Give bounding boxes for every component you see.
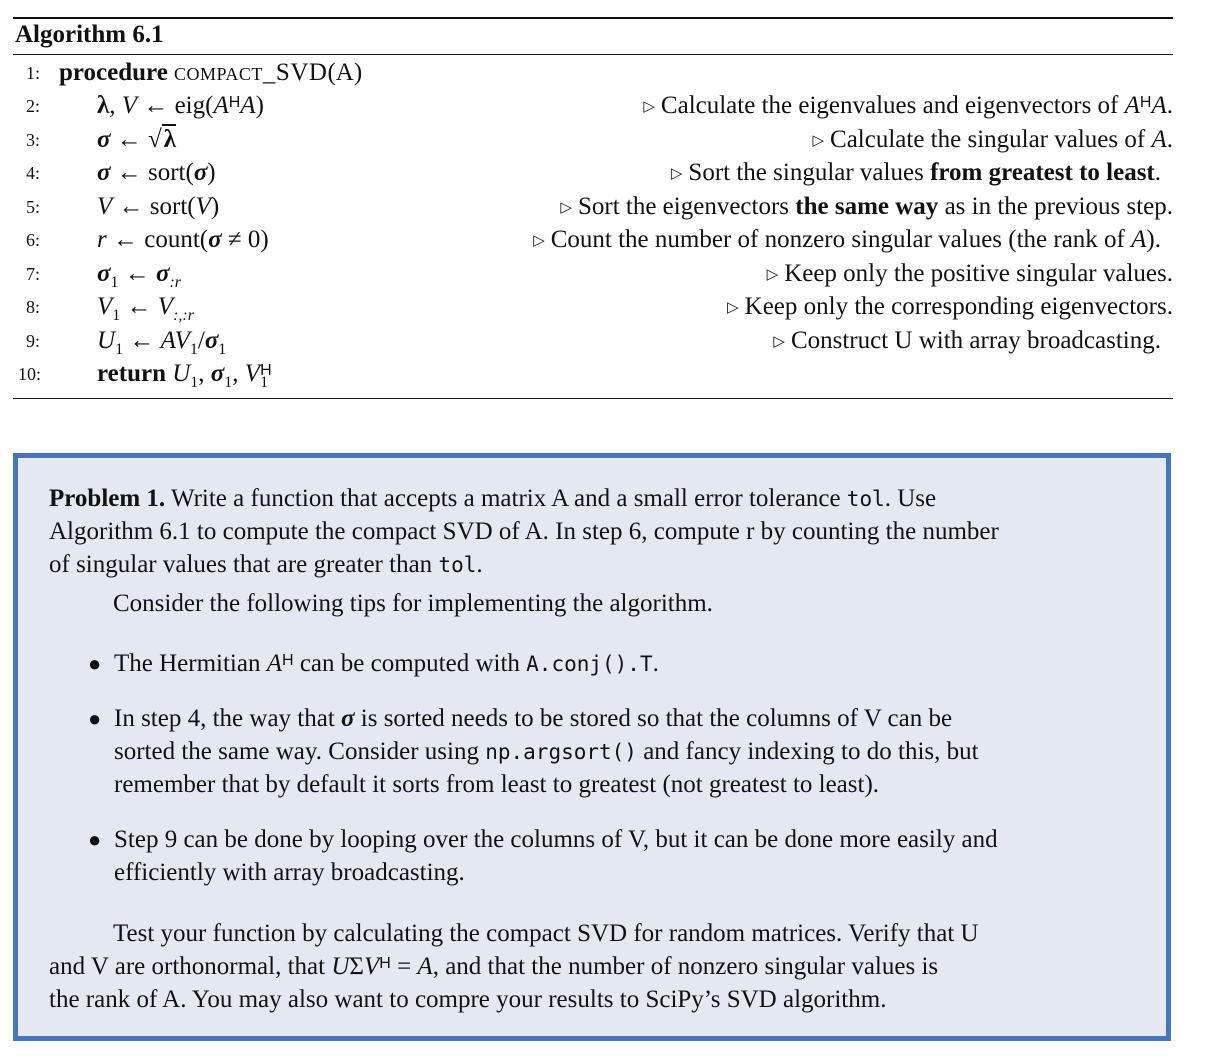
comment: ▷ Calculate the eigenvalues and eigenvectors of $A^HA$. <box>643 92 1173 119</box>
algo-line-4 <box>13 157 1173 189</box>
bullet-3-line-2: efficiently with array broadcasting. <box>114 859 465 886</box>
problem-intro-line-3: of singular values that are greater than tol. <box>49 551 483 578</box>
comment-triangle-icon: ▷ <box>560 198 572 216</box>
procedure-keyword: procedure <box>59 59 168 86</box>
statement: λ, V ← $eig(A^HA)$ <box>97 92 264 119</box>
test-line-3: the rank of A. You may also want to compre your results to SciPy’s SVD algorithm. <box>49 986 887 1013</box>
algo-line-9 <box>13 325 1173 357</box>
statement: return $U_1$, $\sigma_1$, $V_1^H$ <box>97 360 272 391</box>
tips-lead: Consider the following tips for implementing the algorithm. <box>113 590 713 617</box>
procedure-arg: (A) <box>327 59 363 86</box>
comment: ▷ Sort the singular values from greatest to least. <box>670 159 1161 186</box>
test-line-2: and V are orthonormal, that $U\Sigma V^H = A$, and that the number of nonzero singular values is <box>49 953 939 980</box>
top-rule <box>13 17 1173 19</box>
tol-code: tol <box>846 487 885 511</box>
line-number: 3: <box>26 130 41 150</box>
line-number: 5: <box>26 197 41 217</box>
statement: $\sigma_1$ ← $\sigma_{:r}$ <box>97 260 182 291</box>
argsort-code: np.argsort() <box>485 740 637 764</box>
bullet-3-line-1: Step 9 can be done by looping over the columns of V, but it can be done more easily and <box>114 826 998 853</box>
bullet-2-line-1: In step 4, the way that σ is sorted needs to be stored so that the columns of V can be <box>114 705 953 732</box>
bullet-2-line-2: sorted the same way. Consider using np.argsort() and fancy indexing to do this, but <box>114 738 979 765</box>
statement: σ ← sort(σ) <box>97 159 216 186</box>
line-number: 7: <box>26 264 41 284</box>
bottom-rule <box>13 398 1173 399</box>
line-number: 10: <box>18 364 42 384</box>
statement: $V_1$ ← $V_{:,:r}$ <box>97 293 194 324</box>
algorithm-block <box>13 17 1173 400</box>
conj-code: A.conj().T <box>526 652 653 676</box>
algo-line-2 <box>13 90 1173 122</box>
comment: ▷ Sort the eigenvectors the same way as in the previous step. <box>560 193 1173 220</box>
statement: r ← count(σ ≠ 0) <box>97 226 269 253</box>
comment-triangle-icon: ▷ <box>643 97 655 115</box>
problem-intro-line-1: Problem 1. Write a function that accepts a matrix A and a small error tolerance tol. Use <box>49 485 937 512</box>
bullet-icon: ● <box>88 706 102 731</box>
test-line-1: Test your function by calculating the compact SVD for random matrices. Verify that U <box>113 920 979 947</box>
comment-triangle-icon: ▷ <box>812 131 825 149</box>
comment-triangle-icon: ▷ <box>727 298 739 316</box>
bullet-1: The Hermitian $A^H$ can be computed with A.conj().T. <box>114 650 659 677</box>
comment-triangle-icon: ▷ <box>773 332 785 350</box>
statement: σ ← √λ <box>97 126 176 153</box>
bullet-icon: ● <box>88 827 102 852</box>
comment: ▷ Keep only the positive singular values. <box>766 260 1173 287</box>
line-number: 2: <box>26 96 41 116</box>
line-number: 1: <box>26 63 41 83</box>
algo-line-7 <box>13 258 1173 290</box>
line-number: 8: <box>26 297 41 317</box>
tol-code: tol <box>438 553 477 577</box>
comment: ▷ Calculate the singular values of A. <box>812 126 1173 153</box>
line-number: 9: <box>26 331 41 351</box>
comment: ▷ Keep only the corresponding eigenvectors. <box>727 293 1173 320</box>
procedure-statement <box>59 57 362 89</box>
procedure-name: compact_SVD <box>174 59 328 86</box>
algo-line-8 <box>13 291 1173 323</box>
comment: ▷ Count the number of nonzero singular values (the rank of A). <box>533 226 1161 253</box>
line-number: 6: <box>26 230 41 250</box>
algo-line-6 <box>13 224 1173 256</box>
comment-triangle-icon: ▷ <box>766 265 779 283</box>
line-number: 4: <box>26 163 41 183</box>
algo-line-5 <box>13 191 1173 223</box>
bullet-2-line-3: remember that by default it sorts from least to greatest (not greatest to least). <box>114 771 880 798</box>
algo-line-3 <box>13 124 1173 156</box>
problem-intro-line-2: Algorithm 6.1 to compute the compact SVD of A. In step 6, compute r by counting the number <box>49 518 999 545</box>
header-rule <box>13 54 1173 55</box>
algo-line-1 <box>13 57 1173 89</box>
comment-triangle-icon: ▷ <box>533 231 545 249</box>
statement: V ← sort(V) <box>97 193 220 220</box>
statement: $U_1$ ← $AV_1/\sigma_1$ <box>97 327 227 358</box>
comment-triangle-icon: ▷ <box>670 164 683 182</box>
algo-line-10 <box>13 358 1173 390</box>
problem-title: Problem 1. <box>49 485 166 512</box>
bullet-icon: ● <box>88 651 102 676</box>
algorithm-title: Algorithm 6.1 <box>15 21 164 48</box>
comment: ▷ Construct U with array broadcasting. <box>773 327 1161 354</box>
problem-box <box>13 453 1171 1041</box>
